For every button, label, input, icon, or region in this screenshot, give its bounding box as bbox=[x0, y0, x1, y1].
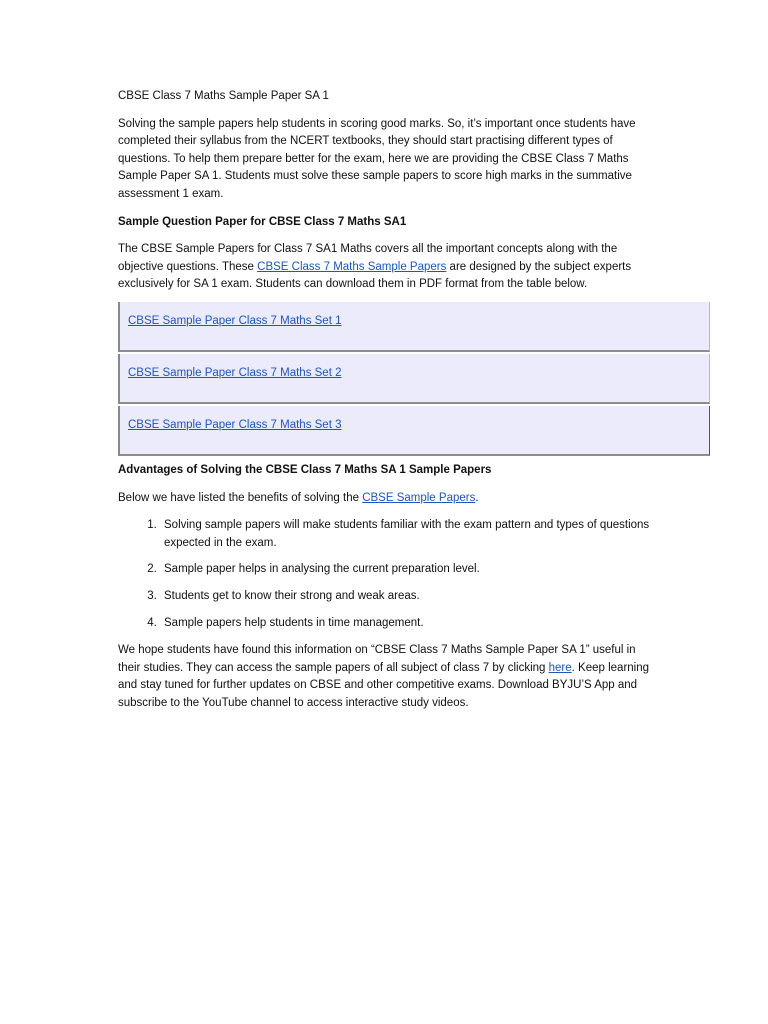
set-2-link[interactable]: CBSE Sample Paper Class 7 Maths Set 2 bbox=[128, 367, 342, 379]
closing-text-before-link: We hope students have found this information on “CBSE Class 7 Maths Sample Paper SA 1” useful in their studies. They can access the sample papers of all subject of class 7 by clicking bbox=[118, 644, 636, 674]
list-item: 1. Solving sample papers will make students familiar with the exam pattern and types of questions expected in the exam. bbox=[160, 517, 658, 552]
document-top-section bbox=[118, 88, 658, 304]
advantages-heading: Advantages of Solving the CBSE Class 7 Maths SA 1 Sample Papers bbox=[118, 464, 492, 476]
list-item: 4. Sample papers help students in time management. bbox=[160, 615, 658, 633]
set-1-link[interactable]: CBSE Sample Paper Class 7 Maths Set 1 bbox=[128, 315, 342, 327]
paragraph-text-after-link: are designed by the subject experts exclusively for SA 1 exam. Students can download them in PDF format from the table below. bbox=[118, 260, 632, 291]
sample-paper-paragraph bbox=[118, 241, 658, 294]
sample-paper-heading: Sample Question Paper for CBSE Class 7 Maths SA1 bbox=[118, 215, 407, 228]
table-row bbox=[118, 406, 710, 456]
paragraph-text-before-link: The CBSE Sample Papers for Class 7 SA1 Maths covers all the important concepts along with the objective questions. These bbox=[118, 243, 618, 273]
class7-sample-papers-link[interactable]: CBSE Class 7 Maths Sample Papers bbox=[257, 260, 447, 273]
here-link[interactable]: here bbox=[548, 661, 572, 674]
closing-text-after-link: . Keep learning and stay tuned for further updates on CBSE and other competitive exams. Download BYJU’S App and subscribe to the YouTube channel to access interactive study videos. bbox=[118, 661, 650, 709]
benefits-list bbox=[118, 517, 658, 632]
cbse-sample-papers-link[interactable]: CBSE Sample Papers bbox=[362, 491, 476, 504]
intro-paragraph: Solving the sample papers help students in scoring good marks. So, it’s important once students have completed their syllabus from the NCERT textbooks, they should start practising different types of questions. To help them prepare better for the exam, here we are providing the CBSE Class 7 Maths Sample Paper SA 1. Students must solve these sample papers to score high marks in the summative assessment 1 exam. bbox=[118, 117, 636, 200]
closing-paragraph bbox=[118, 642, 658, 712]
sample-papers-table bbox=[118, 302, 710, 458]
benefits-text-before-link: Below we have listed the benefits of solving the bbox=[118, 491, 363, 504]
list-item: 3. Students get to know their strong and weak areas. bbox=[160, 588, 658, 606]
document-bottom-section bbox=[118, 462, 658, 723]
table-row bbox=[118, 354, 710, 404]
benefits-intro bbox=[118, 490, 658, 508]
table-row bbox=[118, 302, 710, 352]
document-title: CBSE Class 7 Maths Sample Paper SA 1 bbox=[118, 90, 329, 102]
list-item: 2. Sample paper helps in analysing the current preparation level. bbox=[160, 561, 658, 579]
set-3-link[interactable]: CBSE Sample Paper Class 7 Maths Set 3 bbox=[128, 419, 342, 431]
benefits-text-after-link: . bbox=[475, 491, 479, 504]
